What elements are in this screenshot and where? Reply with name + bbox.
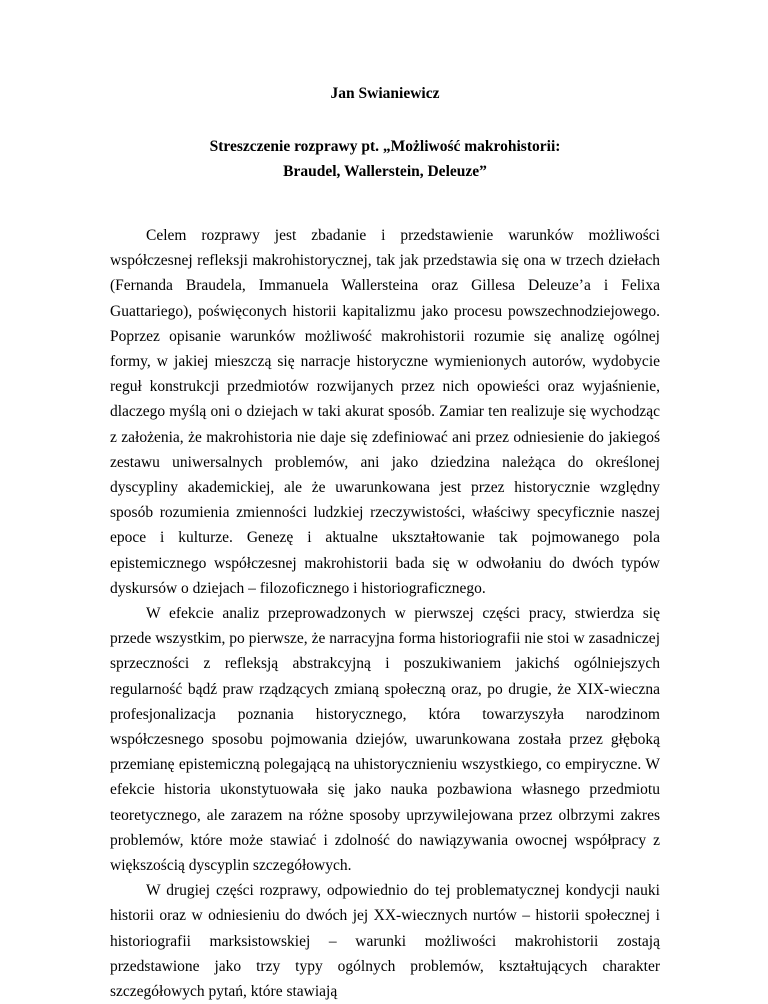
author-name: Jan Swianiewicz: [330, 85, 440, 102]
paragraph-3: W drugiej części rozprawy, odpowiednio do tej problematycznej kondycji nauki historii oraz w odniesieniu do dwóch jej XX-wiecznych nurtów – historii społecznej i historiografii marksistowskiej – warunki możliwości makrohistorii zostają przedstawione jako trzy typy ogólnych problemów, kształtujących charakter szczegółowych pytań, które stawiają: [110, 882, 660, 1001]
paragraph-1: Celem rozprawy jest zbadanie i przedstawienie warunków możliwości współczesnej refleksji makrohistorycznej, tak jak przedstawia się ona w trzech dziełach (Fernanda Braudela, Immanuela Wallersteina oraz Gillesa Deleuze’a i Felixa Guattariego), poświęconych historii kapitalizmu jako procesu powszechnodziejowego. Poprzez opisanie warunków możliwość makrohistorii rozumie się analizę ogólnej formy, w jakiej mieszczą się narracje historyczne wymienionych autorów, wydobycie reguł konstrukcji przedmiotów rozwijanych przez nich opowieści oraz wyjaśnienie, dlaczego myślą oni o dziejach w taki akurat sposób. Zamiar ten realizuje się wychodząc z założenia, że makrohistoria nie daje się zdefiniować ani przez odniesienie do jakiegoś zestawu uniwersalnych problemów, ani jako dziedzina należąca do określonej dyscypliny akademickiej, ale że uwarunkowana jest przez historycznie względny sposób rozumienia zmienności ludzkiej rzeczywistości, właściwy specyficznie naszej epoce i kulturze. Genezę i aktualne ukształtowanie tak pojmowanego pola epistemicznego współczesnej makrohistorii bada się w odwołaniu do dwóch typów dyskursów o dziejach – filozoficznego i historiograficznego.: [110, 227, 660, 597]
body-text: [110, 223, 660, 1004]
document-title: [110, 134, 660, 184]
paragraph-2: W efekcie analiz przeprowadzonych w pierwszej części pracy, stwierdza się przede wszystkim, po pierwsze, że narracyjna forma historiografii nie stoi w zasadniczej sprzeczności z refleksją abstrakcyjną i poszukiwaniem jakichś ogólniejszych regularność bądź praw rządzących zmianą społeczną oraz, po drugie, że XIX-wieczna profesjonalizacja poznania historycznego, która towarzyszyła narodzinom współczesnego sposobu pojmowania dziejów, uwarunkowana została przez głęboką przemianę epistemiczną polegającą na uhistorycznieniu wszystkiego, co empiryczne. W efekcie historia ukonstytuowała się jako nauka pozbawiona własnego przedmiotu teoretycznego, ale zarazem na różne sposoby uprzywilejowana przez olbrzymi zakres problemów, które może stawiać i zdolność do nawiązywania owocnej współpracy z większością dyscyplin szczegółowych.: [110, 605, 660, 875]
title-line-1: Streszczenie rozprawy pt. „Możliwość makrohistorii:: [209, 138, 561, 155]
title-line-2: Braudel, Wallerstein, Deleuze”: [283, 163, 487, 180]
